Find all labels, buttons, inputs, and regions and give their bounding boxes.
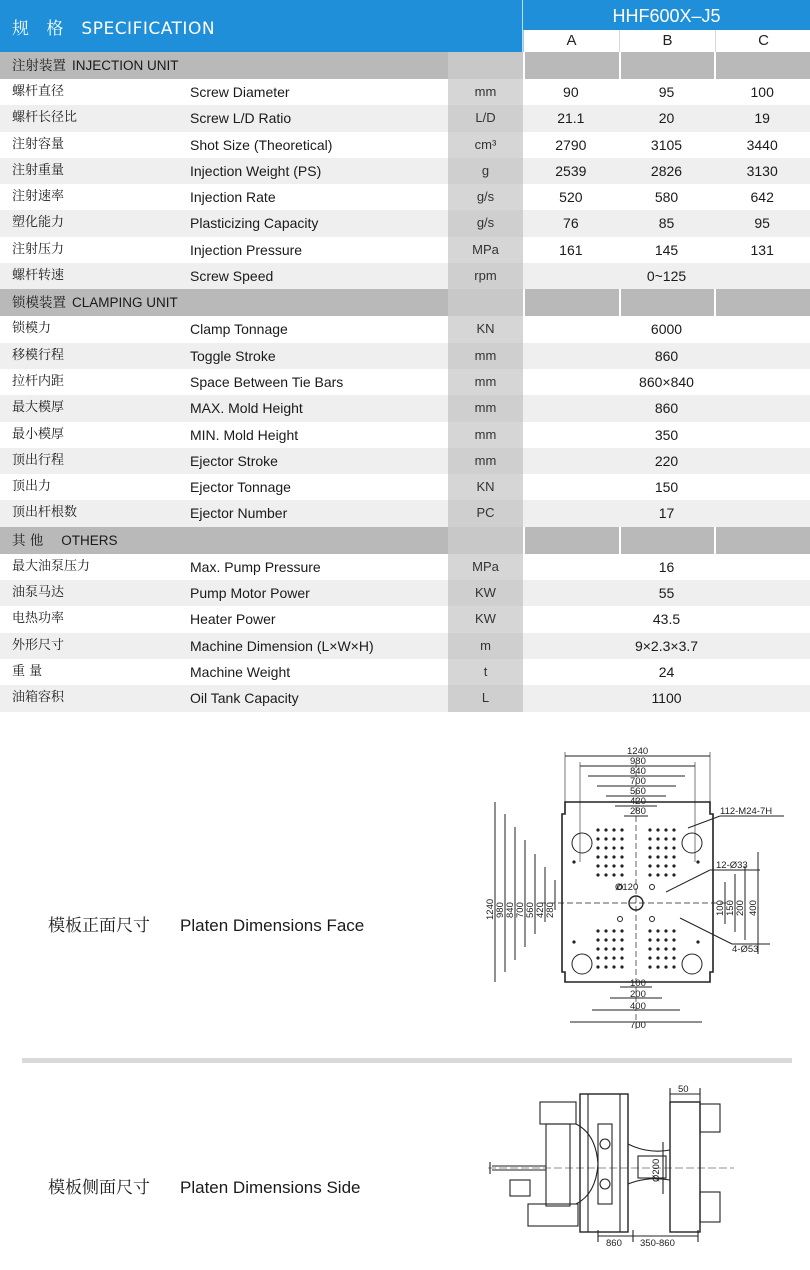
param-name-en: Injection Weight (PS) (190, 162, 322, 179)
face-left-dim-700: 700 (515, 902, 526, 918)
section-unit-cell (448, 289, 523, 316)
mounting-hole (596, 855, 599, 858)
param-unit: KW (448, 580, 523, 606)
mounting-hole (620, 837, 623, 840)
mounting-hole (572, 860, 575, 863)
param-value-b: 2826 (650, 162, 683, 179)
param-unit: m (448, 633, 523, 659)
side-dim-bore: Ø200 (651, 1158, 662, 1182)
param-name-cn: 塑化能力 (12, 215, 65, 231)
platen-side-drawing (488, 1084, 738, 1248)
face-label-cn: 模板正面尺寸 (48, 916, 150, 936)
mounting-hole (656, 828, 659, 831)
mounting-hole (612, 947, 615, 950)
mounting-hole (596, 965, 599, 968)
param-value-a: 2539 (555, 162, 587, 179)
table-row (0, 263, 810, 289)
mounting-hole (612, 846, 615, 849)
spec-header (0, 0, 810, 52)
mounting-hole (604, 855, 607, 858)
section-title-cn: 注射装置 (12, 58, 66, 74)
param-unit: KN (448, 474, 523, 500)
mounting-hole (664, 938, 667, 941)
param-value-a: 76 (563, 215, 579, 232)
section-title-cn: 锁模装置 (12, 295, 66, 312)
param-name-cn: 最小模厚 (12, 426, 65, 442)
table-row (0, 105, 810, 131)
mounting-hole (656, 873, 659, 876)
mounting-hole (672, 828, 675, 831)
table-row (0, 158, 810, 184)
face-right-dim-200: 200 (735, 900, 746, 916)
mounting-hole (620, 947, 623, 950)
mounting-hole (612, 837, 615, 840)
mounting-hole (596, 873, 599, 876)
mounting-hole (664, 837, 667, 840)
mounting-hole (596, 864, 599, 867)
section-divider (22, 1058, 792, 1063)
mounting-hole (648, 846, 651, 849)
mounting-hole (696, 940, 699, 943)
param-unit: mm (448, 422, 523, 448)
param-value-c: 3440 (746, 136, 778, 153)
param-name-en: Max. Pump Pressure (190, 558, 321, 575)
param-value: 220 (654, 452, 679, 469)
section-title (0, 527, 448, 554)
param-name-cn: 顶出行程 (12, 452, 65, 468)
section-value-cells (523, 527, 810, 554)
section-title (0, 52, 448, 79)
table-row (0, 659, 810, 685)
mounting-hole (620, 873, 623, 876)
face-top-dim-980: 980 (630, 756, 646, 767)
param-name-en: MAX. Mold Height (190, 400, 303, 417)
param-unit: L/D (448, 105, 523, 131)
table-row (0, 395, 810, 421)
mounting-hole (664, 846, 667, 849)
param-name-en: Clamp Tonnage (190, 321, 288, 338)
param-name-en: Screw L/D Ratio (190, 110, 292, 127)
mounting-hole (596, 828, 599, 831)
table-row (0, 448, 810, 474)
mounting-hole (672, 855, 675, 858)
param-value-b: 95 (658, 84, 675, 100)
mounting-hole (620, 929, 623, 932)
param-value-c: 642 (750, 189, 774, 206)
face-top-dim-840: 840 (630, 766, 646, 777)
table-row (0, 316, 810, 342)
param-values (523, 132, 810, 158)
param-name-cn: 油泵马达 (12, 585, 65, 601)
param-name-cn: 注射压力 (12, 241, 65, 257)
param-value-b: 145 (654, 241, 679, 258)
param-name-en: Machine Weight (190, 663, 291, 680)
mounting-hole (612, 855, 615, 858)
side-label-cn: 模板侧面尺寸 (48, 1178, 150, 1198)
table-row (0, 633, 810, 659)
param-unit: PC (448, 500, 523, 526)
face-left-dim-560: 560 (525, 902, 536, 918)
mounting-hole (596, 947, 599, 950)
param-value: 150 (654, 479, 679, 496)
mounting-hole (696, 860, 699, 863)
mounting-hole (664, 828, 667, 831)
column-b: B (620, 30, 716, 52)
face-bottom-dim-200: 200 (630, 989, 646, 1000)
mounting-hole (664, 965, 667, 968)
mounting-hole (612, 965, 615, 968)
side-drawing-label (48, 1173, 360, 1198)
param-name-en: MIN. Mold Height (190, 426, 299, 443)
mounting-hole (664, 855, 667, 858)
face-bottom-dim-100: 100 (630, 978, 646, 989)
mounting-hole (656, 846, 659, 849)
face-label-en: Platen Dimensions Face (180, 916, 365, 935)
mounting-hole (656, 837, 659, 840)
mounting-hole (612, 864, 615, 867)
param-values (523, 184, 810, 210)
param-name-en: Heater Power (190, 611, 276, 628)
mounting-hole (672, 947, 675, 950)
param-name-cn: 外形尺寸 (12, 637, 65, 653)
section-header (0, 52, 810, 79)
param-name-en: Injection Pressure (190, 241, 303, 258)
param-name-cn: 移模行程 (12, 347, 65, 363)
mounting-hole (664, 864, 667, 867)
mounting-hole (604, 837, 607, 840)
param-value: 9×2.3×3.7 (634, 637, 699, 654)
param-values (523, 105, 810, 131)
param-name-en: Machine Dimension (L×W×H) (190, 637, 374, 654)
mounting-hole (648, 864, 651, 867)
mounting-hole (604, 938, 607, 941)
mounting-hole (672, 965, 675, 968)
param-name-cn: 最大油泵压力 (12, 558, 91, 574)
section-header (0, 527, 810, 554)
mounting-hole (612, 938, 615, 941)
section-unit-cell (448, 52, 523, 79)
mounting-hole (656, 956, 659, 959)
table-row (0, 422, 810, 448)
param-value: 350 (654, 426, 679, 443)
table-row (0, 500, 810, 526)
model-name: HHF600X–J5 (612, 6, 721, 26)
param-value-a: 520 (559, 189, 583, 206)
param-unit: t (448, 659, 523, 685)
table-row (0, 685, 810, 711)
section-unit-cell (448, 527, 523, 554)
face-bottom-dim-700: 700 (630, 1020, 646, 1031)
table-row (0, 237, 810, 263)
param-name-cn: 重 量 (12, 663, 43, 679)
param-name-en: Screw Diameter (190, 84, 290, 100)
mounting-hole (620, 828, 623, 831)
section-title-en: CLAMPING UNIT (72, 295, 178, 311)
param-unit: KW (448, 606, 523, 632)
face-top-dim-1240: 1240 (627, 746, 649, 757)
spec-title (12, 14, 215, 39)
side-dim-range: 350-860 (640, 1238, 675, 1248)
param-value-c: 19 (754, 110, 770, 127)
face-top-dim-420: 420 (630, 796, 646, 807)
mounting-hole (596, 956, 599, 959)
param-unit: cm³ (448, 132, 523, 158)
mounting-hole (648, 855, 651, 858)
param-unit: g/s (448, 210, 523, 236)
mounting-hole (620, 956, 623, 959)
table-row (0, 554, 810, 580)
param-value: 6000 (650, 321, 683, 338)
mounting-hole (672, 938, 675, 941)
section-title (0, 289, 448, 316)
table-row (0, 79, 810, 105)
param-value-b: 3105 (650, 136, 683, 153)
face-top-dim-560: 560 (630, 786, 646, 797)
spec-table (0, 52, 810, 712)
mounting-hole (596, 938, 599, 941)
mounting-hole (604, 873, 607, 876)
mounting-hole (648, 873, 651, 876)
model-columns (523, 30, 810, 52)
param-value: 1100 (651, 690, 682, 707)
param-name-en: Plasticizing Capacity (190, 215, 319, 232)
param-name-cn: 拉杆内距 (12, 373, 65, 389)
mounting-hole (664, 929, 667, 932)
param-name-en: Oil Tank Capacity (190, 690, 299, 707)
param-value-a: 21.1 (557, 110, 585, 127)
mounting-hole (656, 855, 659, 858)
section-value-cells (523, 289, 810, 316)
table-row (0, 184, 810, 210)
param-value-c: 100 (750, 84, 774, 100)
mounting-hole (596, 837, 599, 840)
mounting-hole (672, 864, 675, 867)
face-right-dim-150: 150 (725, 900, 736, 916)
side-dim-50: 50 (678, 1084, 689, 1095)
face-left-dim-840: 840 (505, 902, 516, 918)
platen-face-drawing (470, 742, 800, 1042)
param-unit: mm (448, 369, 523, 395)
param-unit: L (448, 685, 523, 711)
mounting-hole (672, 956, 675, 959)
table-row (0, 132, 810, 158)
param-unit: mm (448, 343, 523, 369)
mounting-hole (648, 938, 651, 941)
mounting-hole (604, 956, 607, 959)
param-value-c: 3130 (746, 162, 778, 179)
param-name-cn: 锁模力 (12, 321, 52, 337)
mounting-hole (604, 828, 607, 831)
mounting-hole (656, 938, 659, 941)
side-label-en: Platen Dimensions Side (180, 1178, 361, 1197)
table-row (0, 474, 810, 500)
table-row (0, 343, 810, 369)
param-values (523, 79, 810, 105)
mounting-hole (656, 929, 659, 932)
mounting-hole (612, 828, 615, 831)
face-left-dim-1240: 1240 (485, 898, 496, 920)
mounting-hole (672, 929, 675, 932)
param-name-en: Screw Speed (190, 268, 274, 285)
param-value-b: 85 (658, 215, 675, 232)
column-c: C (758, 32, 769, 49)
param-unit: rpm (448, 263, 523, 289)
param-value: 860×840 (639, 373, 694, 390)
section-value-cells (523, 52, 810, 79)
face-bottom-dim-400: 400 (630, 1001, 646, 1012)
mounting-hole (604, 929, 607, 932)
section-title-en: INJECTION UNIT (72, 58, 179, 73)
column-a: A (524, 30, 620, 52)
mounting-hole (572, 940, 575, 943)
mounting-hole (648, 956, 651, 959)
param-values (523, 210, 810, 236)
param-unit: g/s (448, 184, 523, 210)
mounting-hole (620, 864, 623, 867)
param-name-cn: 螺杆长径比 (12, 110, 78, 126)
side-dim-860: 860 (606, 1238, 622, 1248)
param-unit: mm (448, 448, 523, 474)
mounting-hole (664, 947, 667, 950)
param-value-c: 95 (754, 215, 770, 232)
mounting-hole (664, 873, 667, 876)
face-left-dim-280: 280 (545, 902, 556, 918)
param-unit: MPa (448, 554, 523, 580)
table-row (0, 369, 810, 395)
callout-ejector-holes: 12-Ø33 (716, 860, 748, 871)
spec-title-en: SPECIFICATION (81, 19, 216, 39)
mounting-hole (604, 846, 607, 849)
mounting-hole (612, 956, 615, 959)
table-row (0, 210, 810, 236)
table-row (0, 580, 810, 606)
mounting-hole (604, 965, 607, 968)
mounting-hole (672, 873, 675, 876)
face-top-dim-700: 700 (630, 776, 646, 787)
mounting-hole (656, 965, 659, 968)
mounting-hole (648, 929, 651, 932)
mounting-hole (656, 947, 659, 950)
param-value-b: 580 (654, 189, 679, 206)
param-name-en: Ejector Tonnage (190, 479, 291, 496)
mounting-hole (664, 956, 667, 959)
face-left-dim-980: 980 (495, 902, 506, 918)
param-value-a: 90 (563, 84, 579, 100)
mounting-hole (672, 846, 675, 849)
section-header (0, 289, 810, 316)
param-name-cn: 螺杆转速 (12, 268, 65, 284)
face-left-dim-420: 420 (535, 902, 546, 918)
param-name-en: Toggle Stroke (190, 347, 276, 364)
param-value-a: 2790 (555, 136, 587, 153)
mounting-hole (648, 837, 651, 840)
mounting-hole (620, 938, 623, 941)
param-name-cn: 顶出力 (12, 479, 52, 495)
mounting-hole (620, 846, 623, 849)
mounting-hole (604, 864, 607, 867)
param-value-a: 161 (559, 241, 583, 258)
param-name-cn: 油箱容积 (12, 690, 65, 706)
param-name-cn: 最大模厚 (12, 400, 65, 416)
param-name-en: Injection Rate (190, 189, 276, 206)
param-name-en: Pump Motor Power (190, 585, 310, 602)
param-values (523, 237, 810, 263)
mounting-hole (648, 965, 651, 968)
param-unit: g (448, 158, 523, 184)
param-value: 55 (658, 585, 675, 602)
face-right-dim-100: 100 (715, 900, 726, 916)
mounting-hole (620, 855, 623, 858)
param-name-cn: 注射重量 (12, 162, 65, 178)
param-value: 16 (658, 558, 675, 575)
callout-center-hole: Ø120 (615, 882, 639, 893)
param-name-en: Space Between Tie Bars (190, 373, 344, 390)
param-name-cn: 电热功率 (12, 611, 65, 627)
face-top-dim-280: 280 (630, 806, 646, 817)
param-value: 0~125 (646, 268, 687, 285)
param-value: 860 (654, 400, 679, 417)
mounting-hole (612, 929, 615, 932)
section-title-en: OTHERS (61, 532, 118, 548)
param-value-c: 131 (750, 241, 774, 258)
mounting-hole (604, 947, 607, 950)
param-name-en: Ejector Stroke (190, 452, 278, 469)
callout-thread-holes: 112-M24-7H (720, 806, 773, 817)
mounting-hole (656, 864, 659, 867)
face-drawing-label (48, 911, 364, 936)
param-unit: KN (448, 316, 523, 342)
param-value: 17 (658, 505, 675, 522)
param-name-en: Shot Size (Theoretical) (190, 136, 333, 153)
mounting-hole (648, 828, 651, 831)
param-unit: mm (448, 395, 523, 421)
face-right-dim-400: 400 (748, 900, 759, 916)
param-value-b: 20 (658, 110, 675, 127)
mounting-hole (620, 965, 623, 968)
param-unit: MPa (448, 237, 523, 263)
callout-tiebar-holes: 4-Ø53 (732, 944, 759, 955)
mounting-hole (648, 947, 651, 950)
mounting-hole (596, 929, 599, 932)
mounting-hole (672, 837, 675, 840)
param-name-cn: 注射速率 (12, 189, 65, 205)
table-row (0, 606, 810, 632)
param-unit: mm (448, 79, 523, 105)
param-name-cn: 螺杆直径 (12, 84, 65, 99)
mounting-hole (596, 846, 599, 849)
spec-title-cn: 规 格 (12, 19, 70, 39)
param-value: 43.5 (652, 611, 681, 628)
param-value: 24 (658, 663, 675, 680)
param-name-cn: 注射容量 (12, 136, 65, 152)
param-name-cn: 顶出杆根数 (12, 505, 78, 521)
section-title-cn: 其 他 (12, 532, 44, 549)
mounting-hole (612, 873, 615, 876)
param-name-en: Ejector Number (190, 505, 288, 522)
param-value: 860 (654, 347, 679, 364)
param-values (523, 158, 810, 184)
